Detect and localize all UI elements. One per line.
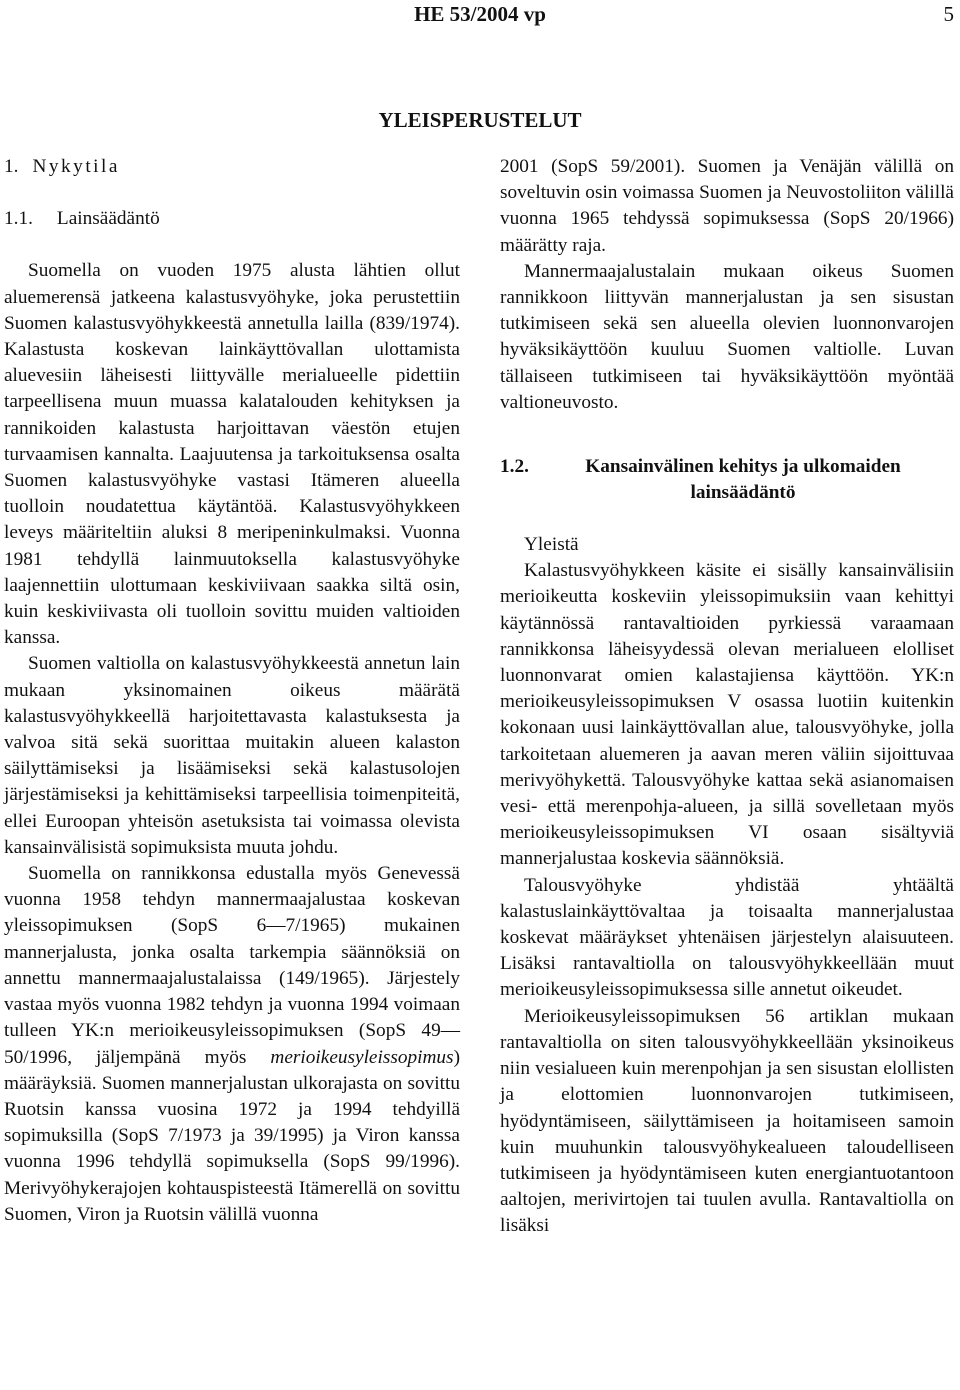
left-column xyxy=(4,154,460,1228)
paragraph-text: ) määräyksiä. Suomen mannerjalustan ulkorajasta on sovittu Ruotsin kanssa vuosina 1972 ja 1994 tehdyillä sopimuksilla (SopS 7/1973 ja 39/1995) ja Viron kanssa vuonna 1996 tehdyllä sopimuksella (SopS 99/1996). Merivyöhykerajojen kohtauspisteestä Itämerellä on sovittu Suomen, Viron ja Ruotsin välillä vuonna xyxy=(4,1046,460,1225)
subheading-yleista: Yleistä xyxy=(524,534,579,556)
document-header-title: HE 53/2004 vp xyxy=(414,2,546,26)
paragraph: Kalastusvyöhykkeen käsite ei sisälly kansainvälisiin merioikeutta koskeviin yleissopimuksiin vaan kehittyi käytännössä rantavaltioiden pyrkiessä varaamaan rannikkonsa läheisyydessä olevan merialueen elolliset luonnonvarat omien kalastajiensa käyttöön. YK:n merioikeusyleissopimuksen V osassa luotiin kuitenkin kokonaan uusi lainkäyttövallan alue, talousvyöhyke, jolla tarkoitetaan aluemeren ja aavan meren väliin sijoittuvaa merivyöhykettä. Talousvyöhyke kattaa sekä asianomaisen vesi- että merenpohja-alueen, ja sillä sovelletaan myös merioikeusyleissopimuksen VI osaan sisältyviä mannerjalustaa koskevia säännöksiä. xyxy=(500,560,954,870)
heading-number: 1.1. xyxy=(4,208,33,230)
section-title: YLEISPERUSTELUT xyxy=(378,108,582,132)
heading-text: Nykytila xyxy=(32,156,120,177)
right-column xyxy=(500,154,954,1240)
heading-number: 1. xyxy=(4,156,19,177)
heading-text: Kansainvälinen kehitys ja ulkomaiden lainsäädäntö xyxy=(585,456,901,504)
paragraph xyxy=(4,861,460,1228)
paragraph: Talousvyöhyke yhdistää yhtäältä kalastuslainkäyttövaltaa ja toisaalta mannerjalustaa koskevat määräykset yhtenäisen järjestelyn alaisuuteen. Lisäksi rantavaltiolla on talousvyöhykkeellään muut merioikeusyleissopimuksessa sille annetut oikeudet. xyxy=(500,874,954,1001)
paragraph: Suomella on vuoden 1975 alusta lähtien ollut aluemerensä jatkeena kalastusvyöhyke, joka perustettiin Suomen kalastusvyöhykkeestä annetulla lailla (839/1974). Kalastusta koskevan lainkäyttövallan ulottamista aluevesiin läheisesti liittyvälle merialueelle pidettiin tarpeellisena muun muassa kalatalouden kehityksen ja rannikoiden kalastusta harjoittavan väestön etujen turvaamisen kannalta. Laajuutensa ja tarkoituksensa osalta Suomen kalastusvyöhyke vastasi Itämeren alueella tuolloin noudatettua käytäntöä. Kalastusvyöhykkeen leveys määriteltiin aluksi 8 meripeninkulmaksi. Vuonna 1981 tehdyllä lainmuutoksella kalastusvyöhyke laajennettiin ulottumaan keskiviivaan saakka siltä osin, kuin keskiviivasta oli tuolloin sovittu muiden valtioiden kanssa. xyxy=(4,260,460,649)
spacer xyxy=(500,416,954,438)
heading-number: 1.2. xyxy=(500,456,529,478)
heading-kansainvalinen-kehitys xyxy=(500,454,954,506)
paragraph-text: Suomella on rannikkonsa edustalla myös Genevessä vuonna 1958 tehdyn mannermaajalustaa koskevan yleissopimuksen (SopS 6—7/1965) mukainen mannerjalusta, jonka osalta tarkempia säännöksiä on annettu mannermaajalustalaissa (149/1965). Järjestely vastaa myös vuonna 1982 tehdyn ja vuonna 1994 voimaan tulleen YK:n merioikeusyleissopimuksen (SopS 49—50/1996, jäljempänä myös xyxy=(4,863,460,1068)
paragraph: Mannermaajalustalain mukaan oikeus Suomen rannikkoon liittyvän mannerjalustan ja sen sisustan tutkimiseen sekä sen alueella olevien luonnonvarojen hyväksikäyttöön kuuluu Suomen valtiolle. Luvan tällaiseen tutkimiseen tai hyväksikäyttöön myöntää valtioneuvosto. xyxy=(500,260,954,413)
page-number: 5 xyxy=(943,2,954,26)
emphasized-term: merioikeusyleissopimus xyxy=(270,1046,454,1068)
paragraph: 2001 (SopS 59/2001). Suomen ja Venäjän välillä on soveltuvin osin voimassa Suomen ja Neuvostoliiton välillä vuonna 1965 tehdyssä sopimuksessa (SopS 20/1966) määrätty raja. xyxy=(500,156,954,256)
heading-text: Lainsäädäntö xyxy=(56,208,160,230)
paragraph: Merioikeusyleissopimuksen 56 artiklan mukaan rantavaltiolla on siten talousvyöhykkeellään yksinoikeus niin vesialueen kuin merenpohjan ja sen sisustan elollisten ja elottomien luonnonvarojen tutkimiseen, hyödyntämiseen, säilyttämiseen ja hoitamiseen samoin kuin muuhunkin talousvyöhykealueen taloudelliseen tutkimiseen ja hyödyntämiseen kuten energiantuotantoon aaltojen, merivirtojen tai tuulen avulla. Rantavaltiolla on lisäksi xyxy=(500,1005,954,1237)
heading-nykytila xyxy=(4,154,460,180)
heading-lainsaadanto xyxy=(4,206,460,232)
paragraph: Suomen valtiolla on kalastusvyöhykkeestä annetun lain mukaan yksinomainen oikeus määrätä kalastusvyöhykkeellä harjoitettavasta kalastuksesta ja valvoa sitä sekä suorittaa muitakin alueen kalaston säilyttämiseksi ja lisäämiseksi sekä kalastusolojen järjestämiseksi ja kehittämiseksi tarpeellisia toimenpiteitä, ellei Euroopan yhteisön asetuksista tai voimassa olevista kansainvälisistä sopimuksista muuta johdu. xyxy=(4,653,460,858)
